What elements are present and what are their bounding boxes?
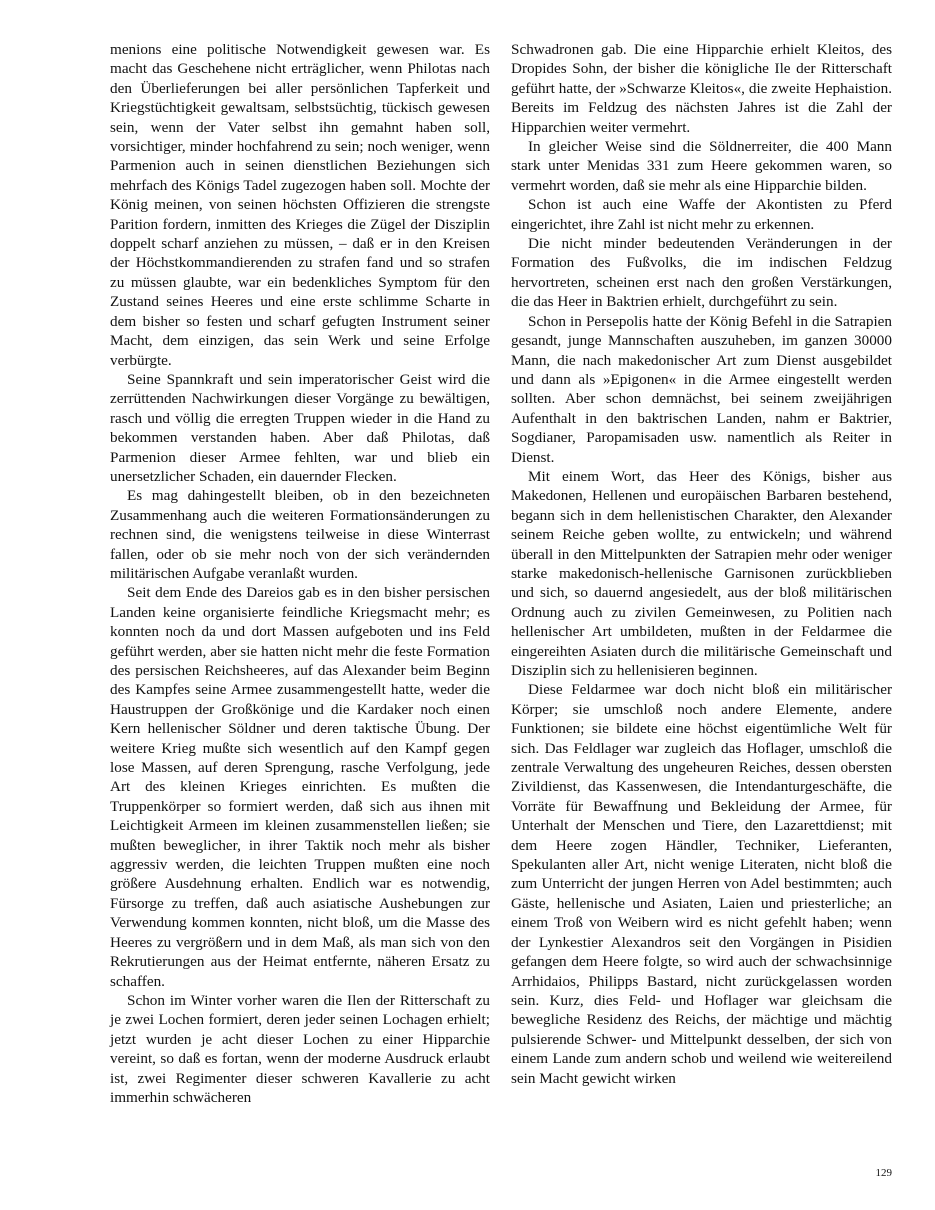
paragraph: Schon in Persepolis hatte der König Befehl in die Satrapien gesandt, junge Mannschaften auszuheben, im ganzen 30000 Mann, die nach makedonischer Art zum Dienst ausgebildet und dann als »Epigonen« in die Armee eingestellt werden sollten. Aber schon demnächst, bei seinem zweijährigen Aufenthalt in den baktrischen Landen, nahm er Baktrier, Sogdianer, Paropamisaden usw. namentlich als Reiter in Dienst. [511,312,892,466]
paragraph: In gleicher Weise sind die Söldnerreiter, die 400 Mann stark unter Menidas 331 zum Heere gekommen waren, so vermehrt worden, daß sie mehr als eine Hipparchie bilden. [511,138,892,194]
paragraph: Schwadronen gab. Die eine Hipparchie erhielt Kleitos, des Dropides Sohn, der bisher die königliche Ile der Ritterschaft geführt hatte, der »Schwarze Kleitos«, die zweite Hephaistion. Bereits im Feldzug des nächsten Jahres ist die Zahl der Hipparchien weiter vermehrt. [511,41,892,136]
paragraph: Diese Feldarmee war doch nicht bloß ein militärischer Körper; sie umschloß noch andere Elemente, andere Funktionen; sie bildete eine höchst eigentümliche Welt für sich. Das Feldlager war zugleich das Hoflager, umschloß die zentrale Verwaltung des ungeheuren Reiches, dessen obersten Zivildienst, das Kassenwesen, die Intendanturgeschäfte, die Vorräte für Bewaffnung und Bekleidung der Armee, für Unterhalt der Menschen und Tiere, den Lazarettdienst; mit dem Heere zogen Händler, Techniker, Lieferanten, Spekulanten aller Art, nicht wenige Literaten, nicht bloß die zum Unterricht der jungen Herren von Adel bestimmten; auch Gäste, hellenische und Asiaten, Laien und priesterliche; an einem Troß von Weibern wird es nicht gefehlt haben; wenn der Lynkestier Alexandros seit den Vorgängen in Pisidien gefangen dem Heere folgte, so wird auch der schwachsinnige Arrhidaios, Philipps Bastard, nicht zurückgelassen worden sein. Kurz, dies Feld- und Hoflager war gleichsam die bewegliche Residenz des Reichs, der mächtige und mächtig pulsierende Schwer- und Mittelpunkt desselben, der sich von einem Lande zum andern schob und weilend wie weitereilend sein Macht gewicht wirken [511,681,892,1087]
paragraph: Seine Spannkraft und sein imperatorischer Geist wird die zerrüttenden Nachwirkungen dieser Vorgänge zu bewältigen, rasch und völlig die erregten Truppen wieder in die Hand zu bekommen verstanden haben. Aber daß Philotas, daß Parmenion dieser Armee fehlten, war und blieb ein unersetzlicher Schaden, ein dauernder Flecken. [110,370,490,485]
paragraph: menions eine politische Notwendigkeit gewesen war. Es macht das Geschehene nicht erträglicher, wenn Philotas nach den Überlieferungen bei aller persönlichen Tapferkeit und Kriegstüchtigkeit gewaltsam, selbstsüchtig, tückisch gewesen sein, wenn der Vater selbst ihn gemahnt haben soll, vorsichtiger, minder hochfahrend zu sein; noch weniger, wenn Parmenion auch in seinen dienstlichen Beziehungen sich mehrfach des Königs Tadel zugezogen haben soll. Mochte der König meinen, von seinen höchsten Offizieren die strengste Parition fordern, inmitten des Krieges die Zügel der Disziplin doppelt scharf anziehen zu müssen, – daß er in den Kreisen der Höchstkommandierenden zu strafen fand und so strafen zu müssen glaubte, war ein bedenkliches Symptom für den Zustand seines Heeres und eine erste schlimme Scharte in dem bisher so festen und scharf gefugten Instrument seiner Macht, dem einzigen, das sein Werk und seine Erfolge verbürgte. [110,41,490,369]
right-text-column [511,40,892,1088]
page-number: 129 [875,1167,892,1179]
paragraph: Schon im Winter vorher waren die Ilen der Ritterschaft zu je zwei Lochen formiert, deren jeder seinen Lochagen erhielt; jetzt wurden je acht dieser Lochen zu einer Hipparchie vereint, so daß es fortan, wenn der moderne Ausdruck erlaubt ist, zwei Regimenter dieser schweren Kavallerie zu acht immerhin schwächeren [110,991,490,1106]
paragraph: Die nicht minder bedeutenden Veränderungen in der Formation des Fußvolks, die im indischen Feldzug hervortreten, scheinen erst nach den großen Verstärkungen, die das Heer in Baktrien erhielt, durchgeführt zu sein. [511,235,892,311]
paragraph: Seit dem Ende des Dareios gab es in den bisher persischen Landen keine organisierte feindliche Kriegsmacht mehr; es konnten noch da und dort Massen aufgeboten und ins Feld geführt werden, aber sie hatten nicht mehr die feste Formation des persischen Reichsheeres, auf das Alexander beim Beginn des Kampfes seine Armee zusammengestellt hatte, weder die Haustruppen der Großkönige und die Kardaker noch einen Kern hellenischer Söldner und deren taktische Übung. Der weitere Krieg mußte sich wesentlich auf den Kampf gegen lose Massen, auf deren Sprengung, rasche Verfolgung, jede Art des kleinen Krieges einrichten. Es mußten die Truppenkörper so formiert werden, daß sich aus ihnen mit Leichtigkeit Armeen im kleinen zusammenstellen ließen; sie mußten beweglicher, in ihrer Taktik noch mehr als bisher aggressiv werden, die leichten Truppen mußten eine noch größere Ausdehnung erhalten. Endlich war es notwendig, Fürsorge zu treffen, daß auch asiatische Aushebungen zur Verwendung kommen konnten, nicht bloß, um die Masse des Heeres zu vergrößern und in dem Maß, als man sich von den Rekrutierungen aus der Heimat entfernte, näheren Ersatz zu schaffen. [110,584,490,990]
paragraph: Mit einem Wort, das Heer des Königs, bisher aus Makedonen, Hellenen und europäischen Barbaren bestehend, begann sich in dem hellenistischen Charakter, den Alexander seinem Reiche geben wollte, zu entwickeln; und während überall in den Mittelpunkten der Satrapien mehr oder weniger starke makedonisch-hellenische Garnisonen zurückblieben und sich, so dauernd angesiedelt, aus der bloß militärischen Ordnung auch zu zivilen Gemeinwesen, zu Politien nach hellenischer Art umbildeten, mußten in der Feldarmee die eingereihten Asiaten durch die militärische Gemeinschaft und Disziplin sich zu hellenisieren beginnen. [511,467,892,679]
paragraph: Es mag dahingestellt bleiben, ob in den bezeichneten Zusammenhang auch die weiteren Formationsänderungen zu rechnen sind, die wenigstens teilweise in diese Winterrast fallen, oder ob sie mehr noch von der sich verändernden militärischen Aufgabe veranlaßt wurden. [110,487,490,582]
left-text-column [110,40,490,1107]
paragraph: Schon ist auch eine Waffe der Akontisten zu Pferd eingerichtet, ihre Zahl ist nicht mehr zu erkennen. [511,196,892,233]
